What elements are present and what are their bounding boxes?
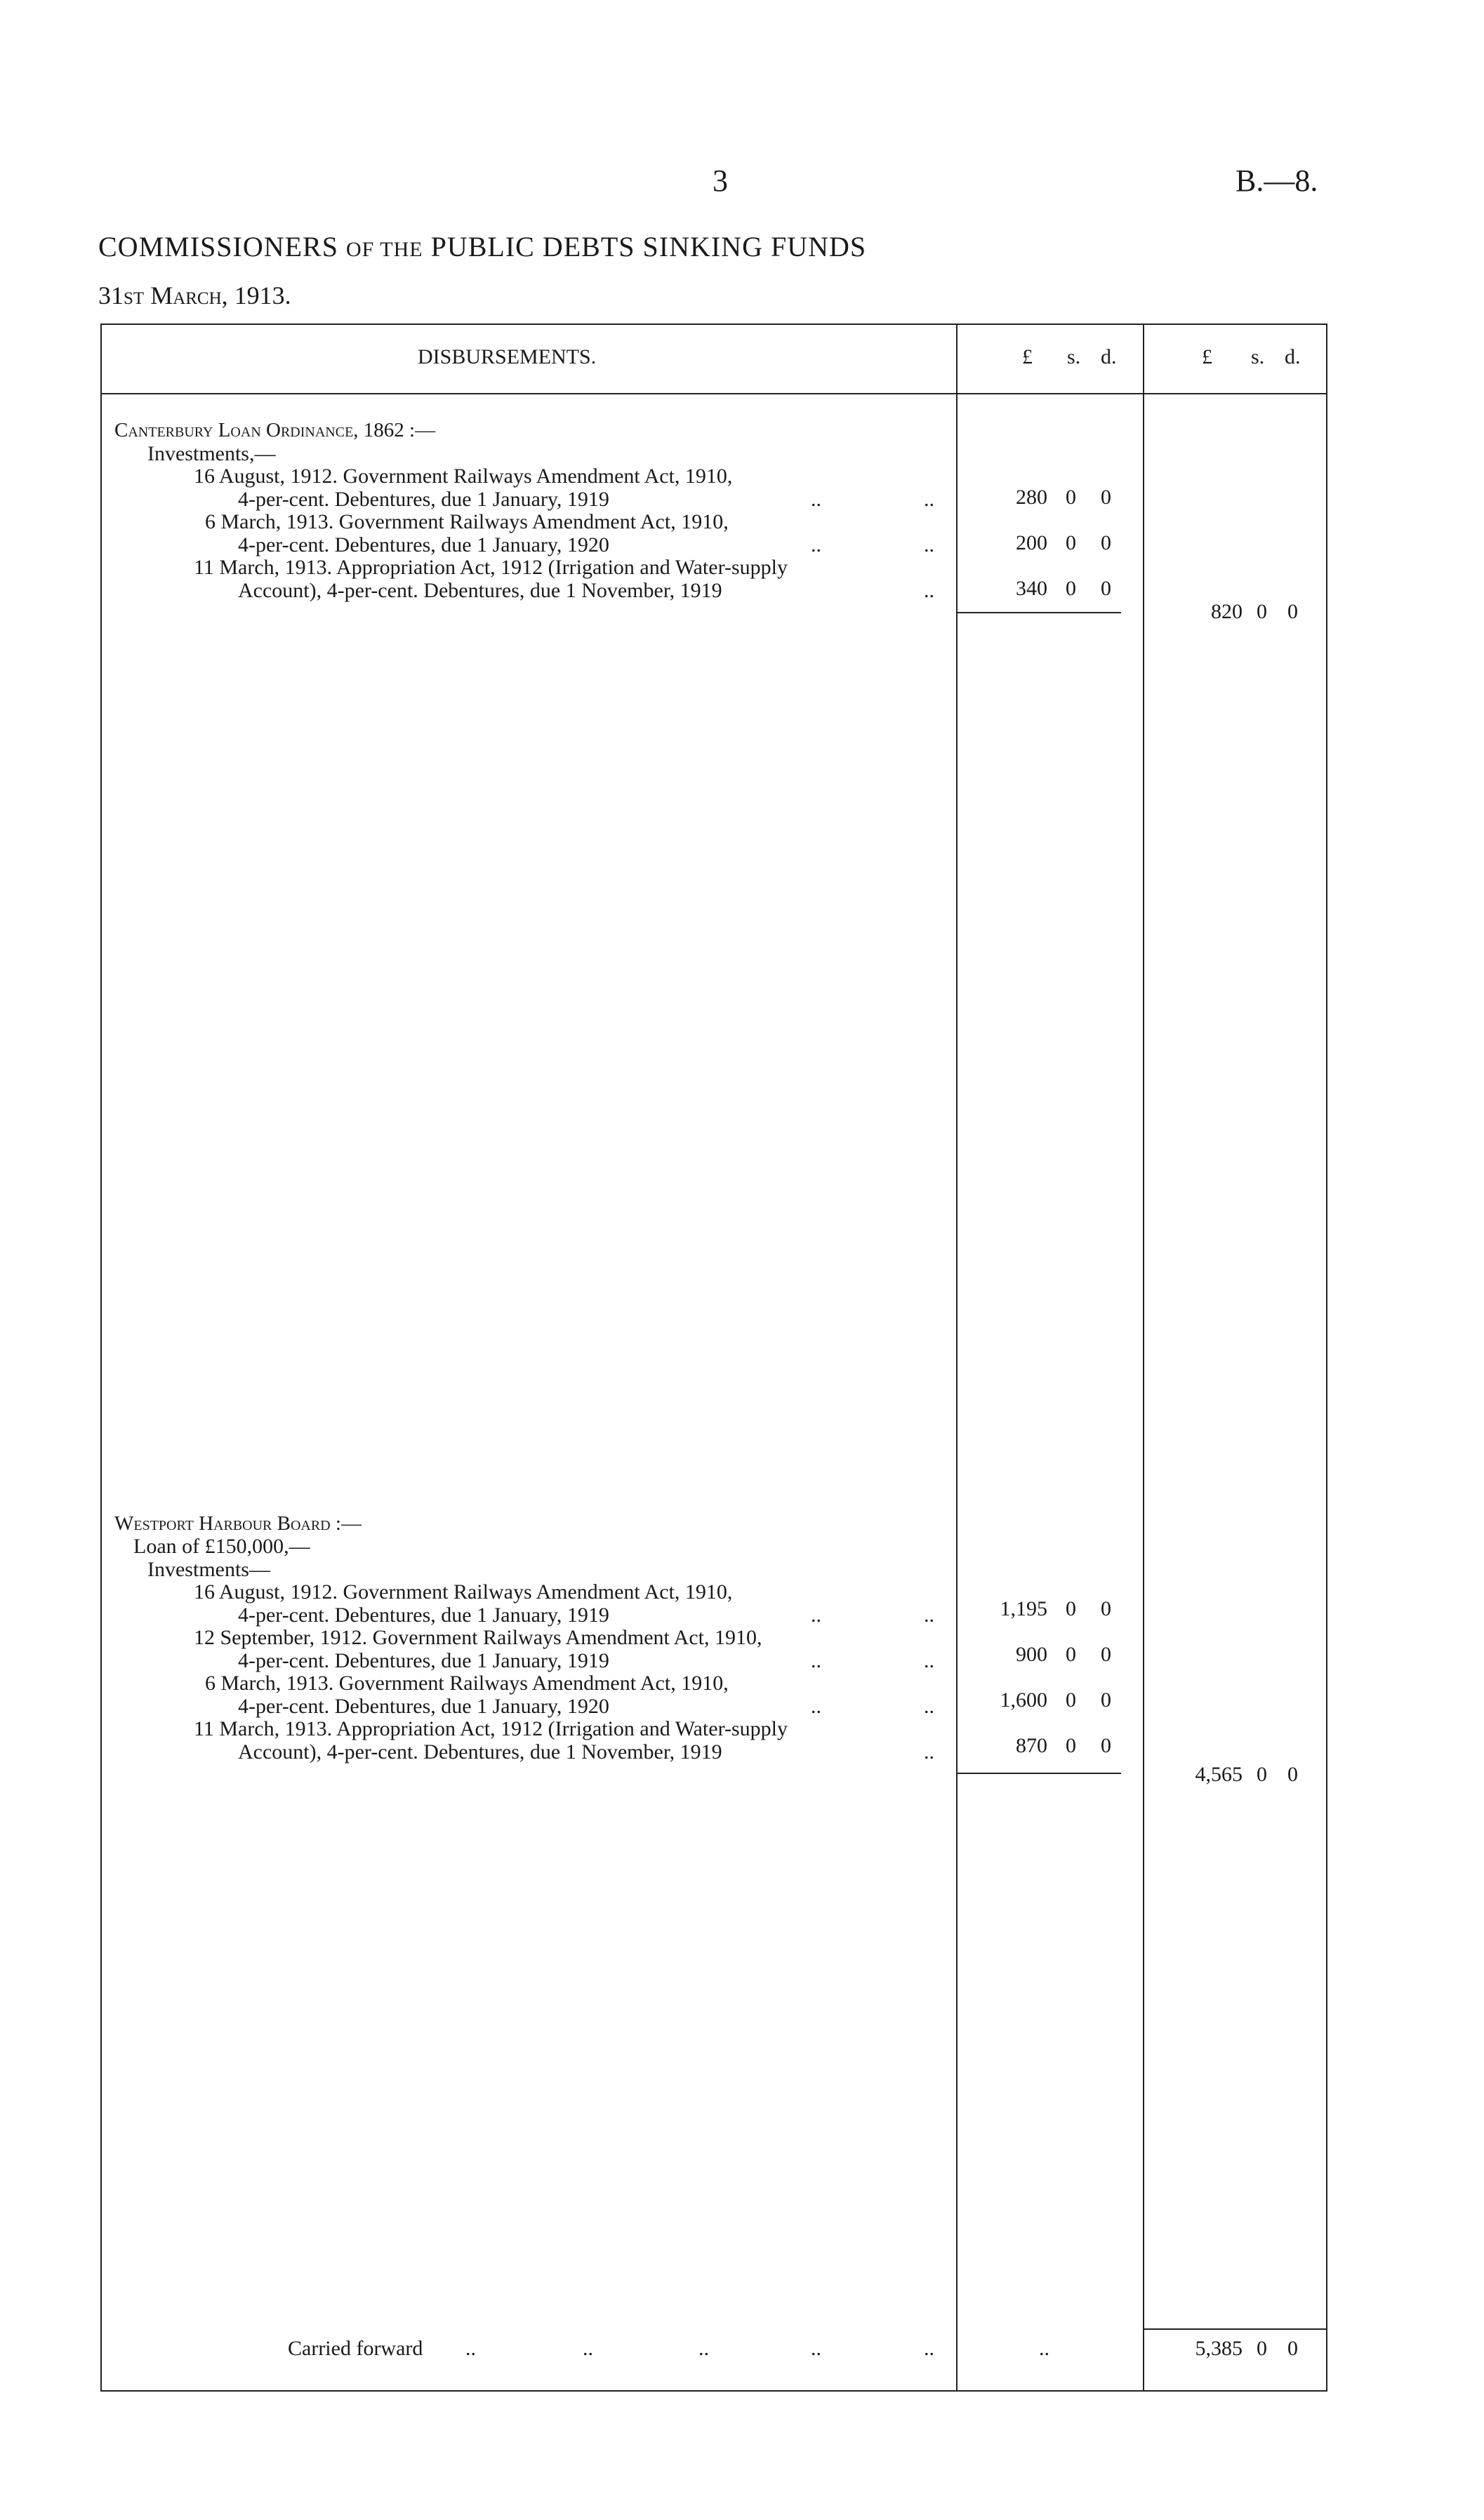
section-subheading: Investments,—: [147, 442, 276, 465]
amount-shillings: 0: [1066, 1597, 1076, 1620]
leader-dots: ..: [811, 533, 821, 556]
leader-dots: ..: [811, 1695, 821, 1718]
section-total-pounds: 820: [1211, 600, 1243, 623]
leader-dots: ..: [924, 488, 934, 511]
entry-line: 11 March, 1913. Appropriation Act, 1912 (Irrigation and Water-supply: [194, 1717, 788, 1740]
section-heading-text: Canterbury Loan Ordinance: [114, 419, 354, 441]
amount-pence: 0: [1101, 1597, 1111, 1620]
entry-line: 11 March, 1913. Appropriation Act, 1912 (Irrigation and Water-supply: [194, 556, 788, 579]
section-total-pence: 0: [1287, 600, 1298, 623]
amount-pence: 0: [1101, 577, 1111, 600]
amount-pence: 0: [1101, 1643, 1111, 1666]
leader-dots: ..: [811, 1649, 821, 1672]
section-heading-westport: [114, 1512, 362, 1535]
entry-line: 16 August, 1912. Government Railways Amendment Act, 1910,: [194, 1580, 733, 1604]
title-prefix: COMMISSIONERS: [98, 231, 338, 262]
entry-line: Account), 4-per-cent. Debentures, due 1 November, 1919: [238, 1740, 722, 1764]
amount-shillings: 0: [1066, 1688, 1076, 1712]
amount-shillings: 0: [1066, 1643, 1076, 1666]
header-rule: [100, 393, 1327, 394]
amount-pounds: 1,195: [1000, 1597, 1047, 1620]
date-year: , 1913.: [221, 281, 291, 309]
section-total-shillings: 0: [1257, 600, 1267, 623]
amount-pence: 0: [1101, 486, 1111, 509]
entry-line: 4-per-cent. Debentures, due 1 January, 1920: [238, 533, 609, 556]
amount-pounds: 900: [1016, 1643, 1047, 1666]
section-total-shillings: 0: [1257, 1763, 1267, 1786]
leader-dots: ..: [924, 1740, 934, 1764]
subtotal-rule: [956, 612, 1121, 613]
amount-pounds: 200: [1016, 531, 1047, 554]
entry-line: 4-per-cent. Debentures, due 1 January, 1920: [238, 1695, 609, 1718]
header-col1-pence: d.: [1101, 345, 1117, 368]
leader-dots: ..: [924, 579, 934, 602]
section-total-pounds: 4,565: [1195, 1763, 1243, 1786]
document-title: [98, 230, 866, 263]
entry-line: 6 March, 1913. Government Railways Amendment Act, 1910,: [205, 1672, 729, 1695]
amount-pence: 0: [1101, 531, 1111, 554]
amount-shillings: 0: [1066, 486, 1076, 509]
column-divider-2: [1143, 324, 1144, 2392]
amount-pence: 0: [1101, 1688, 1111, 1712]
header-disbursements: DISBURSEMENTS.: [418, 345, 597, 368]
leader-dots: ..: [924, 1604, 934, 1627]
document-date: [98, 281, 291, 310]
section-total-pence: 0: [1287, 1763, 1298, 1786]
amount-pounds: 870: [1016, 1734, 1047, 1757]
entry-line: Account), 4-per-cent. Debentures, due 1 November, 1919: [238, 579, 722, 602]
leader-dots: ..: [924, 1649, 934, 1672]
section-heading-canterbury: [114, 419, 435, 442]
leader-dots: ..: [465, 2337, 476, 2360]
entry-line: 6 March, 1913. Government Railways Amendment Act, 1910,: [205, 510, 729, 533]
header-col1-shillings: s.: [1067, 345, 1081, 368]
section-heading-text: Westport Harbour Board: [114, 1512, 331, 1535]
section-heading-suffix: :—: [330, 1512, 362, 1535]
leader-dots: ..: [811, 2337, 821, 2360]
amount-pounds: 1,600: [1000, 1688, 1047, 1712]
amount-pounds: 340: [1016, 577, 1047, 600]
carried-forward-rule: [1143, 2328, 1327, 2330]
entry-line: 4-per-cent. Debentures, due 1 January, 1919: [238, 1649, 609, 1672]
leader-dots: ..: [811, 1604, 821, 1627]
column-divider-1: [956, 324, 958, 2392]
entry-line: 16 August, 1912. Government Railways Amendment Act, 1910,: [194, 465, 733, 488]
header-col1-pounds: £: [1022, 345, 1033, 368]
amount-pounds: 280: [1016, 486, 1047, 509]
entry-line: 4-per-cent. Debentures, due 1 January, 1919: [238, 1604, 609, 1627]
entry-line: 12 September, 1912. Government Railways Amendment Act, 1910,: [194, 1626, 762, 1649]
header-col2-pounds: £: [1202, 345, 1212, 368]
entry-line: 4-per-cent. Debentures, due 1 January, 1919: [238, 488, 609, 511]
carried-forward-label: Carried forward: [288, 2337, 423, 2360]
section-heading-suffix: , 1862 :—: [353, 419, 436, 441]
carried-forward-total-pounds: 5,385: [1195, 2337, 1243, 2360]
date-day: 31st: [98, 281, 145, 309]
page-number: 3: [713, 164, 728, 198]
section-subheading: Investments—: [147, 1558, 270, 1581]
leader-dots: ..: [698, 2337, 709, 2360]
title-of-the: OF THE: [345, 238, 423, 261]
carried-forward-total-shillings: 0: [1257, 2337, 1267, 2360]
amount-shillings: 0: [1066, 577, 1076, 600]
carried-forward-total-pence: 0: [1287, 2337, 1298, 2360]
leader-dots: ..: [924, 533, 934, 556]
title-rest: PUBLIC DEBTS SINKING FUNDS: [430, 231, 867, 262]
amount-pence: 0: [1101, 1734, 1111, 1757]
leader-dots: ..: [924, 1695, 934, 1718]
header-col2-pence: d.: [1285, 345, 1301, 368]
amount-shillings: 0: [1066, 1734, 1076, 1757]
leader-dots: ..: [811, 488, 821, 511]
leader-dots: ..: [924, 2337, 934, 2360]
header-col2-shillings: s.: [1251, 345, 1265, 368]
leader-dots: ..: [583, 2337, 593, 2360]
subtotal-rule: [956, 1773, 1121, 1774]
carried-forward-col1: ..: [1039, 2337, 1049, 2360]
date-month: March: [150, 281, 222, 309]
section-subheading: Loan of £150,000,—: [133, 1535, 310, 1558]
amount-shillings: 0: [1066, 531, 1076, 554]
document-reference: B.—8.: [1235, 164, 1318, 198]
